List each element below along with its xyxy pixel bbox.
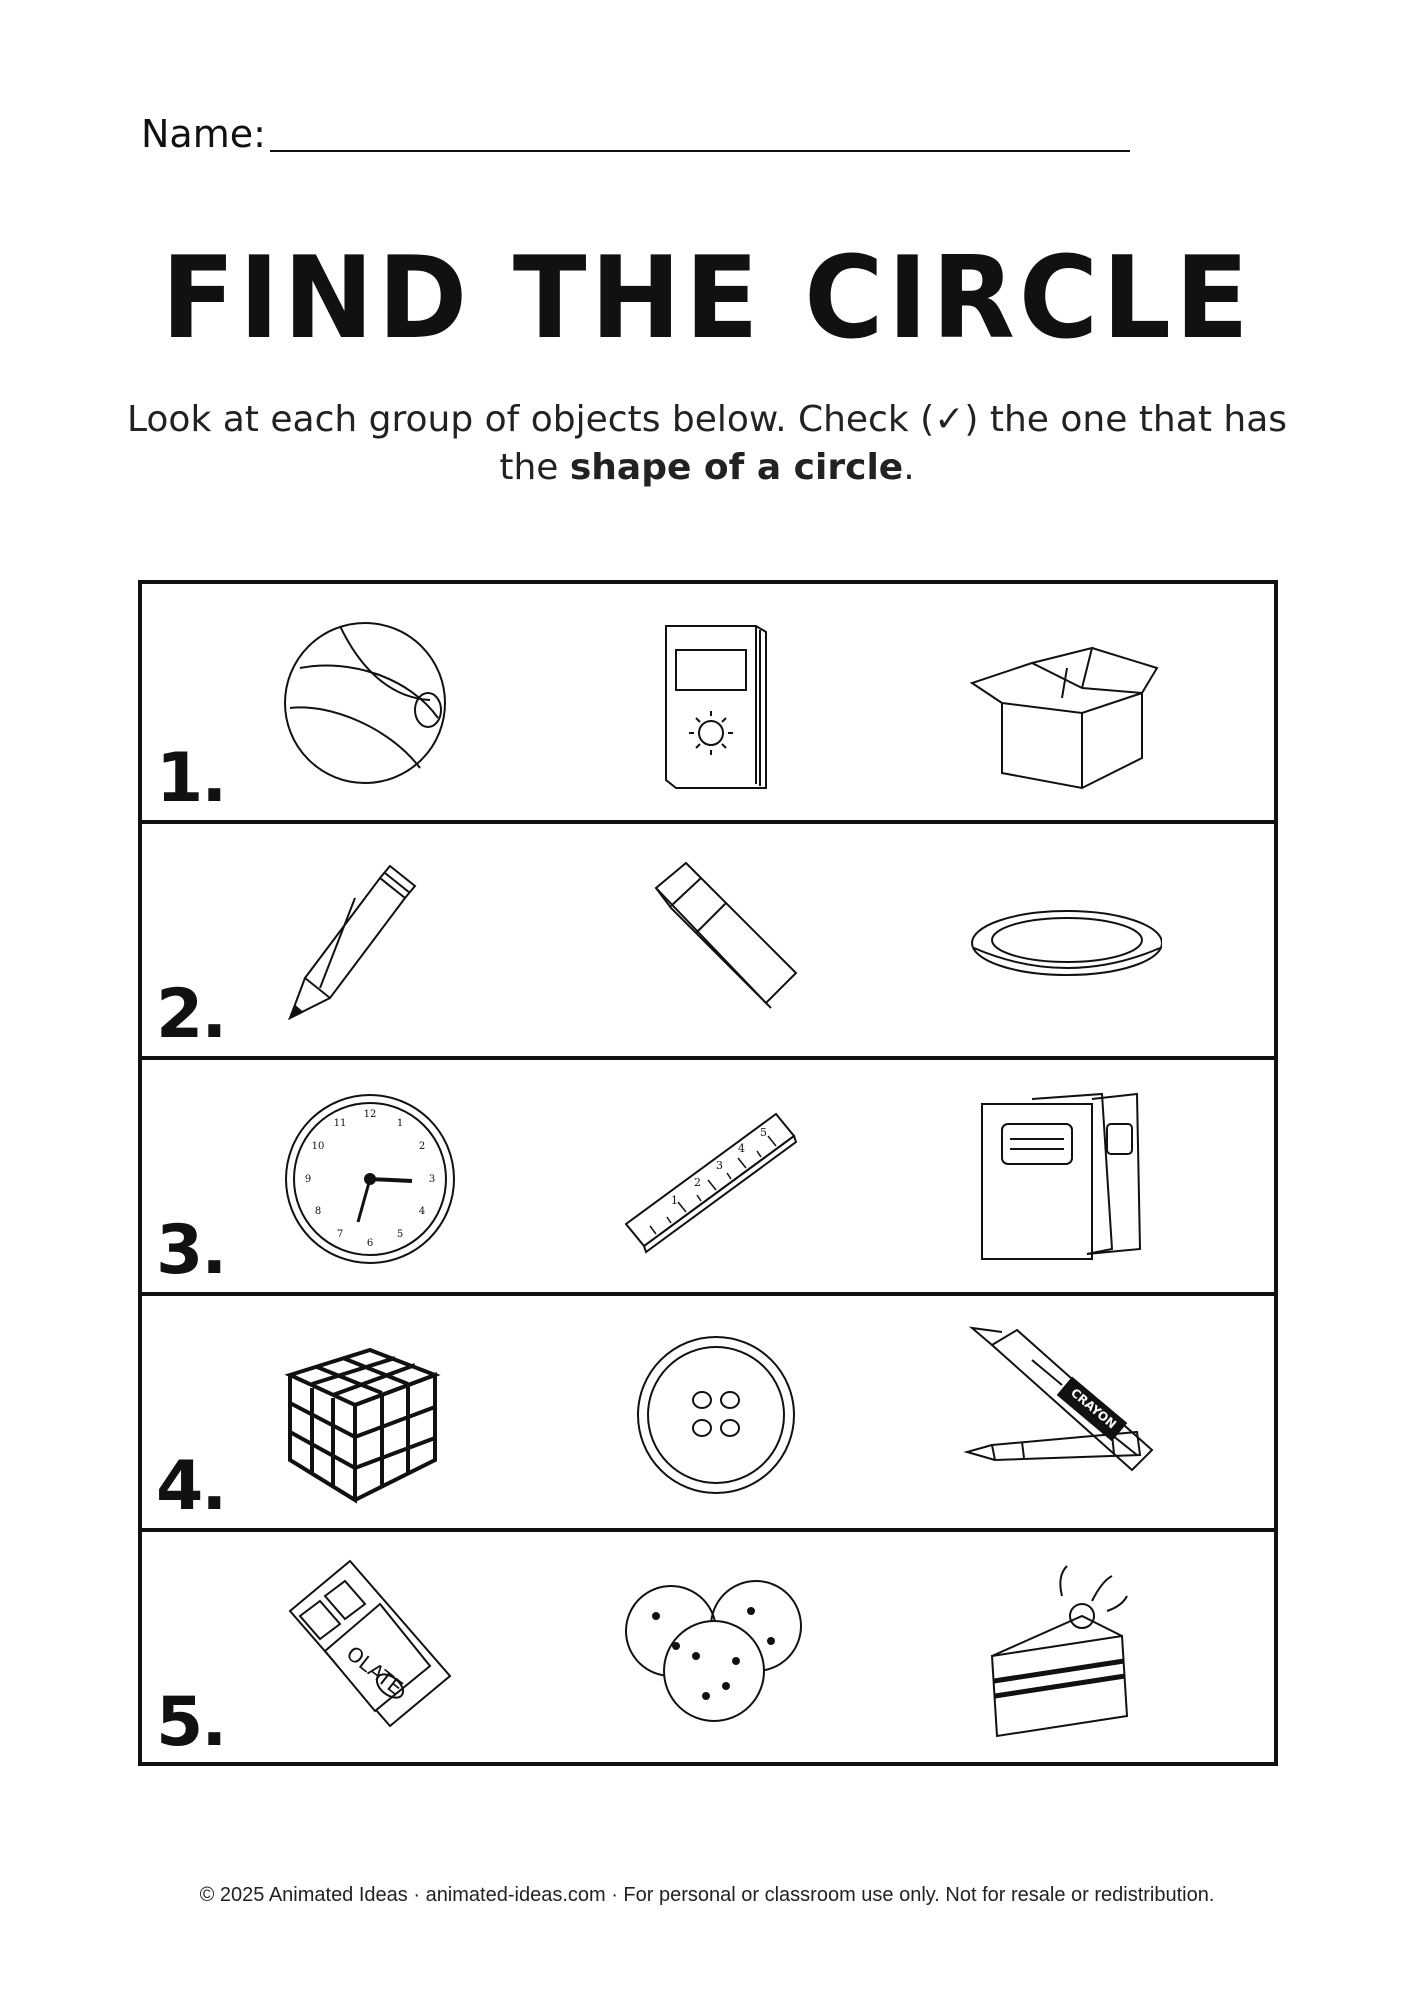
- ruler-number: 2: [694, 1176, 701, 1189]
- question-row-2: [142, 820, 1274, 1056]
- answer-grid: [138, 580, 1278, 1766]
- cardboard-box-icon[interactable]: [962, 608, 1162, 798]
- instructions: [120, 396, 1294, 492]
- question-row-1: [142, 584, 1274, 820]
- worksheet-title: FIND THE CIRCLE: [161, 232, 1253, 365]
- beach-ball-icon[interactable]: [270, 608, 470, 798]
- row-number: 2.: [156, 975, 226, 1054]
- ruler-number: 4: [738, 1142, 745, 1155]
- row-number: 5.: [156, 1683, 226, 1762]
- clock-number: 8: [314, 1206, 322, 1217]
- crayon-label: CRAYON: [1068, 1385, 1119, 1432]
- clock-icon[interactable]: [270, 1084, 470, 1274]
- clock-number: 12: [363, 1109, 377, 1120]
- footer-copyright: © 2025 Animated Ideas · animated-ideas.com · For personal or classroom use only. Not for resale or redistribution.: [199, 1884, 1215, 1906]
- clock-number: 9: [304, 1174, 312, 1185]
- name-label: Name:: [141, 112, 266, 156]
- ruler-number: 5: [760, 1126, 767, 1139]
- clock-number: 3: [428, 1174, 436, 1185]
- clock-number: 11: [333, 1118, 347, 1129]
- eraser-icon[interactable]: [616, 848, 816, 1038]
- plate-icon[interactable]: [962, 848, 1162, 1038]
- instructions-text-2: ) the one that has the: [499, 399, 1288, 488]
- notebook-icon[interactable]: [962, 1084, 1162, 1274]
- instructions-end: .: [903, 447, 915, 488]
- question-row-5: [142, 1528, 1274, 1764]
- name-field[interactable]: [270, 150, 1130, 152]
- clock-number: 2: [418, 1141, 426, 1152]
- clock-number: 5: [396, 1229, 404, 1240]
- instructions-text-1: Look at each group of objects below. Check (: [126, 399, 935, 440]
- ruler-number: 1: [671, 1194, 678, 1207]
- clock-number: 10: [311, 1141, 325, 1152]
- row-number: 3.: [156, 1211, 226, 1290]
- clock-number: 1: [396, 1118, 404, 1129]
- row-number: 1.: [156, 739, 226, 818]
- pencil-icon[interactable]: [270, 848, 470, 1038]
- row-number: 4.: [156, 1447, 226, 1526]
- button-icon[interactable]: [616, 1320, 816, 1510]
- check-mark-icon: ✓: [934, 399, 965, 440]
- crayons-icon[interactable]: [962, 1320, 1162, 1510]
- question-row-4: [142, 1292, 1274, 1528]
- ruler-number: 3: [716, 1159, 723, 1172]
- instructions-bold: shape of a circle: [569, 447, 904, 488]
- cookies-icon[interactable]: [616, 1556, 816, 1746]
- book-icon[interactable]: [616, 608, 816, 798]
- cake-slice-icon[interactable]: [962, 1556, 1162, 1746]
- question-row-3: [142, 1056, 1274, 1292]
- ruler-icon[interactable]: [616, 1084, 816, 1274]
- rubiks-cube-icon[interactable]: [270, 1320, 470, 1510]
- clock-number: 6: [366, 1238, 374, 1249]
- clock-number: 4: [418, 1206, 426, 1217]
- chocolate-label: OLATE: [341, 1641, 408, 1700]
- clock-number: 7: [336, 1229, 344, 1240]
- chocolate-bar-icon[interactable]: [270, 1556, 470, 1746]
